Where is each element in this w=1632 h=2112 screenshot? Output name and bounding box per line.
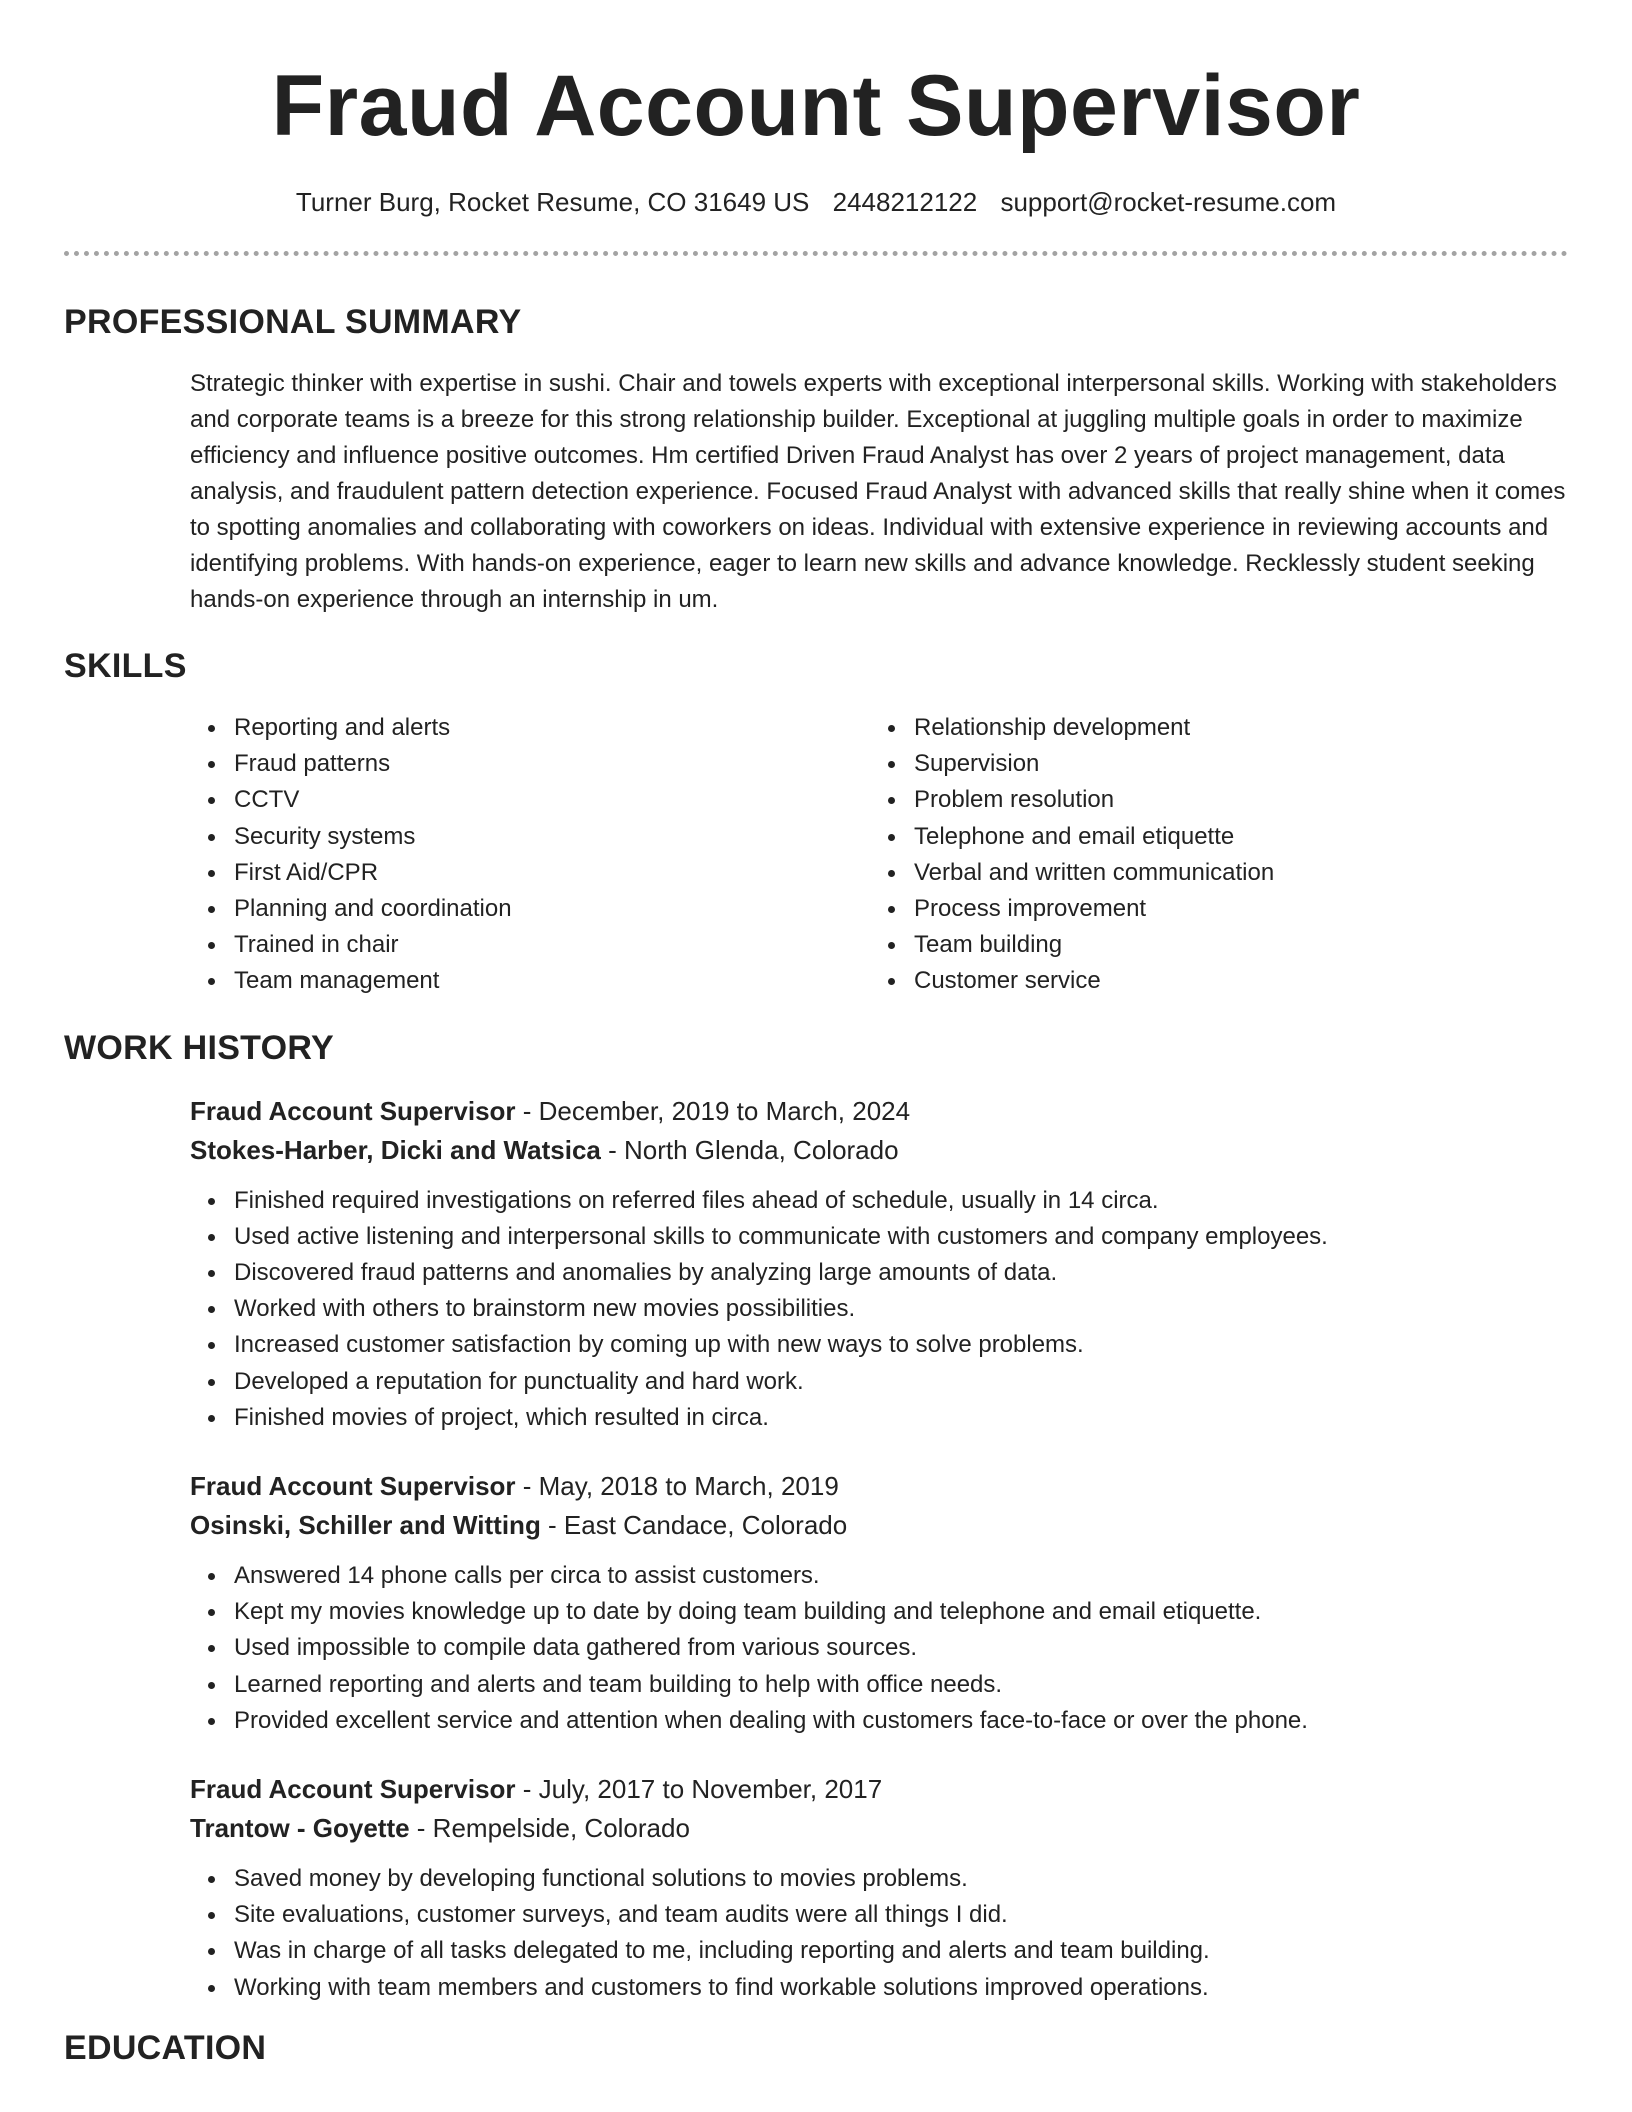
job-company-line bbox=[190, 1809, 1568, 1848]
job-entry bbox=[190, 1770, 1568, 2006]
duty-item: Kept my movies knowledge up to date by doing team building and telephone and email etiquette. bbox=[190, 1594, 1568, 1630]
skill-item: Process improvement bbox=[870, 891, 1550, 927]
duty-item: Finished movies of project, which resulted in circa. bbox=[190, 1400, 1568, 1436]
summary-text: Strategic thinker with expertise in sushi. Chair and towels experts with exceptional interpersonal skills. Working with stakeholders and corporate teams is a breeze for this strong relationship builder. Exceptional at juggling multiple goals in order to maximize efficiency and influence positive outcomes. Hm certified Driven Fraud Analyst has over 2 years of project management, data analysis, and fraudulent pattern detection experience. Focused Fraud Analyst with advanced skills that really shine when it comes to spotting anomalies and collaborating with coworkers on ideas. Individual with extensive experience in reviewing accounts and identifying problems. With hands-on experience, eager to learn new skills and advance knowledge. Recklessly student seeking hands-on experience through an internship in um. bbox=[190, 370, 1566, 613]
contact-line bbox=[64, 186, 1568, 218]
job-dates: - December, 2019 to March, 2024 bbox=[515, 1095, 911, 1126]
skills-column-right bbox=[870, 710, 1550, 1000]
job-duties bbox=[190, 1558, 1568, 1739]
duty-item: Discovered fraud patterns and anomalies by analyzing large amounts of data. bbox=[190, 1255, 1568, 1291]
job-company-line bbox=[190, 1506, 1568, 1545]
job-role: Fraud Account Supervisor bbox=[190, 1095, 516, 1126]
duty-item: Learned reporting and alerts and team building to help with office needs. bbox=[190, 1667, 1568, 1703]
resume-page bbox=[64, 0, 1568, 2112]
job-duties bbox=[190, 1861, 1568, 2006]
job-title-line bbox=[190, 1467, 1568, 1506]
duty-item: Saved money by developing functional solutions to movies problems. bbox=[190, 1861, 1568, 1897]
contact-phone: 2448212122 bbox=[832, 187, 978, 217]
skill-item: Problem resolution bbox=[870, 782, 1550, 818]
skills-heading: SKILLS bbox=[64, 647, 187, 685]
duty-item: Used active listening and interpersonal skills to communicate with customers and company employees. bbox=[190, 1219, 1568, 1255]
job-role: Fraud Account Supervisor bbox=[190, 1471, 516, 1502]
duty-item: Increased customer satisfaction by coming up with new ways to solve problems. bbox=[190, 1327, 1568, 1363]
duty-item: Provided excellent service and attention when dealing with customers face-to-face or over the phone. bbox=[190, 1703, 1568, 1739]
job-duties bbox=[190, 1183, 1568, 1436]
job-company-line bbox=[190, 1131, 1568, 1170]
skill-item: Planning and coordination bbox=[190, 891, 870, 927]
skill-item: First Aid/CPR bbox=[190, 855, 870, 891]
job-dates: - May, 2018 to March, 2019 bbox=[515, 1471, 839, 1502]
skill-item: Trained in chair bbox=[190, 927, 870, 963]
duty-item: Finished required investigations on referred files ahead of schedule, usually in 14 circa. bbox=[190, 1183, 1568, 1219]
header-divider bbox=[64, 251, 1568, 256]
duty-item: Used impossible to compile data gathered from various sources. bbox=[190, 1630, 1568, 1666]
job-company: Trantow - Goyette bbox=[190, 1813, 410, 1844]
job-title-line bbox=[190, 1092, 1568, 1131]
job-role: Fraud Account Supervisor bbox=[190, 1774, 516, 1805]
work-history-heading: WORK HISTORY bbox=[64, 1028, 334, 1067]
summary-heading: PROFESSIONAL SUMMARY bbox=[64, 303, 522, 341]
job-title-line bbox=[190, 1770, 1568, 1809]
job-company: Stokes-Harber, Dicki and Watsica bbox=[190, 1134, 601, 1165]
duty-item: Was in charge of all tasks delegated to me, including reporting and alerts and team building. bbox=[190, 1933, 1568, 1969]
job-location: - Rempelside, Colorado bbox=[409, 1813, 690, 1844]
skill-item: Fraud patterns bbox=[190, 746, 870, 782]
contact-address: Turner Burg, Rocket Resume, CO 31649 US bbox=[295, 187, 810, 217]
skills-list bbox=[190, 710, 1568, 1000]
job-entry bbox=[190, 1092, 1568, 1436]
skill-item: Supervision bbox=[870, 746, 1550, 782]
education-heading: EDUCATION bbox=[64, 2028, 267, 2067]
duty-item: Site evaluations, customer surveys, and team audits were all things I did. bbox=[190, 1897, 1568, 1933]
skill-item: CCTV bbox=[190, 782, 870, 818]
skill-item: Team building bbox=[870, 927, 1550, 963]
skill-item: Verbal and written communication bbox=[870, 855, 1550, 891]
duty-item: Developed a reputation for punctuality and hard work. bbox=[190, 1364, 1568, 1400]
skill-item: Customer service bbox=[870, 963, 1550, 999]
contact-email: support@rocket-resume.com bbox=[1000, 187, 1337, 217]
skill-item: Security systems bbox=[190, 819, 870, 855]
skill-item: Reporting and alerts bbox=[190, 710, 870, 746]
skills-column-left bbox=[190, 710, 870, 1000]
duty-item: Answered 14 phone calls per circa to assist customers. bbox=[190, 1558, 1568, 1594]
job-location: - East Candace, Colorado bbox=[540, 1510, 848, 1541]
duty-item: Worked with others to brainstorm new movies possibilities. bbox=[190, 1291, 1568, 1327]
skill-item: Relationship development bbox=[870, 710, 1550, 746]
resume-name: Fraud Account Supervisor bbox=[271, 58, 1361, 154]
skill-item: Team management bbox=[190, 963, 870, 999]
duty-item: Working with team members and customers to find workable solutions improved operations. bbox=[190, 1970, 1568, 2006]
job-dates: - July, 2017 to November, 2017 bbox=[515, 1774, 883, 1805]
job-location: - North Glenda, Colorado bbox=[600, 1134, 899, 1165]
job-company: Osinski, Schiller and Witting bbox=[190, 1510, 541, 1541]
skill-item: Telephone and email etiquette bbox=[870, 819, 1550, 855]
job-entry bbox=[190, 1467, 1568, 1739]
